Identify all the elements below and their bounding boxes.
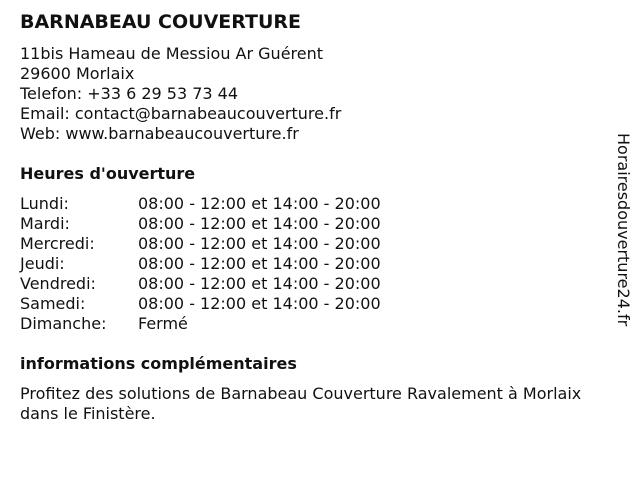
day-hours: 08:00 - 12:00 et 14:00 - 20:00 bbox=[138, 194, 381, 213]
hours-table bbox=[20, 194, 595, 334]
hours-row bbox=[20, 274, 595, 294]
hours-row bbox=[20, 234, 595, 254]
day-hours: 08:00 - 12:00 et 14:00 - 20:00 bbox=[138, 254, 381, 273]
web-line: Web: www.barnabeaucouverture.fr bbox=[20, 124, 299, 143]
address-line-2: 29600 Morlaix bbox=[20, 64, 135, 83]
info-heading: informations complémentaires bbox=[20, 354, 297, 373]
day-hours: 08:00 - 12:00 et 14:00 - 20:00 bbox=[138, 274, 381, 293]
day-label: Vendredi: bbox=[20, 274, 96, 293]
business-name: BARNABEAU COUVERTURE bbox=[20, 11, 302, 33]
day-hours: 08:00 - 12:00 et 14:00 - 20:00 bbox=[138, 294, 381, 313]
hours-row bbox=[20, 254, 595, 274]
day-label: Lundi: bbox=[20, 194, 69, 213]
info-text: Profitez des solutions de Barnabeau Couverture Ravalement à Morlaix dans le Finistère. bbox=[20, 384, 582, 423]
address-line-1: 11bis Hameau de Messiou Ar Guérent bbox=[20, 44, 324, 63]
day-hours: 08:00 - 12:00 et 14:00 - 20:00 bbox=[138, 234, 381, 253]
day-label: Mardi: bbox=[20, 214, 70, 233]
day-label: Mercredi: bbox=[20, 234, 95, 253]
day-label: Jeudi: bbox=[20, 254, 65, 273]
phone-line: Telefon: +33 6 29 53 73 44 bbox=[20, 84, 239, 103]
day-label: Samedi: bbox=[20, 294, 86, 313]
day-hours: 08:00 - 12:00 et 14:00 - 20:00 bbox=[138, 214, 381, 233]
hours-row bbox=[20, 314, 595, 334]
site-watermark: Horairesdouverture24.fr bbox=[614, 133, 633, 327]
business-card bbox=[20, 10, 595, 424]
hours-row bbox=[20, 194, 595, 214]
hours-heading: Heures d'ouverture bbox=[20, 164, 196, 183]
hours-row bbox=[20, 214, 595, 234]
hours-row bbox=[20, 294, 595, 314]
day-label: Dimanche: bbox=[20, 314, 107, 333]
email-line: Email: contact@barnabeaucouverture.fr bbox=[20, 104, 342, 123]
day-hours: Fermé bbox=[138, 314, 188, 333]
